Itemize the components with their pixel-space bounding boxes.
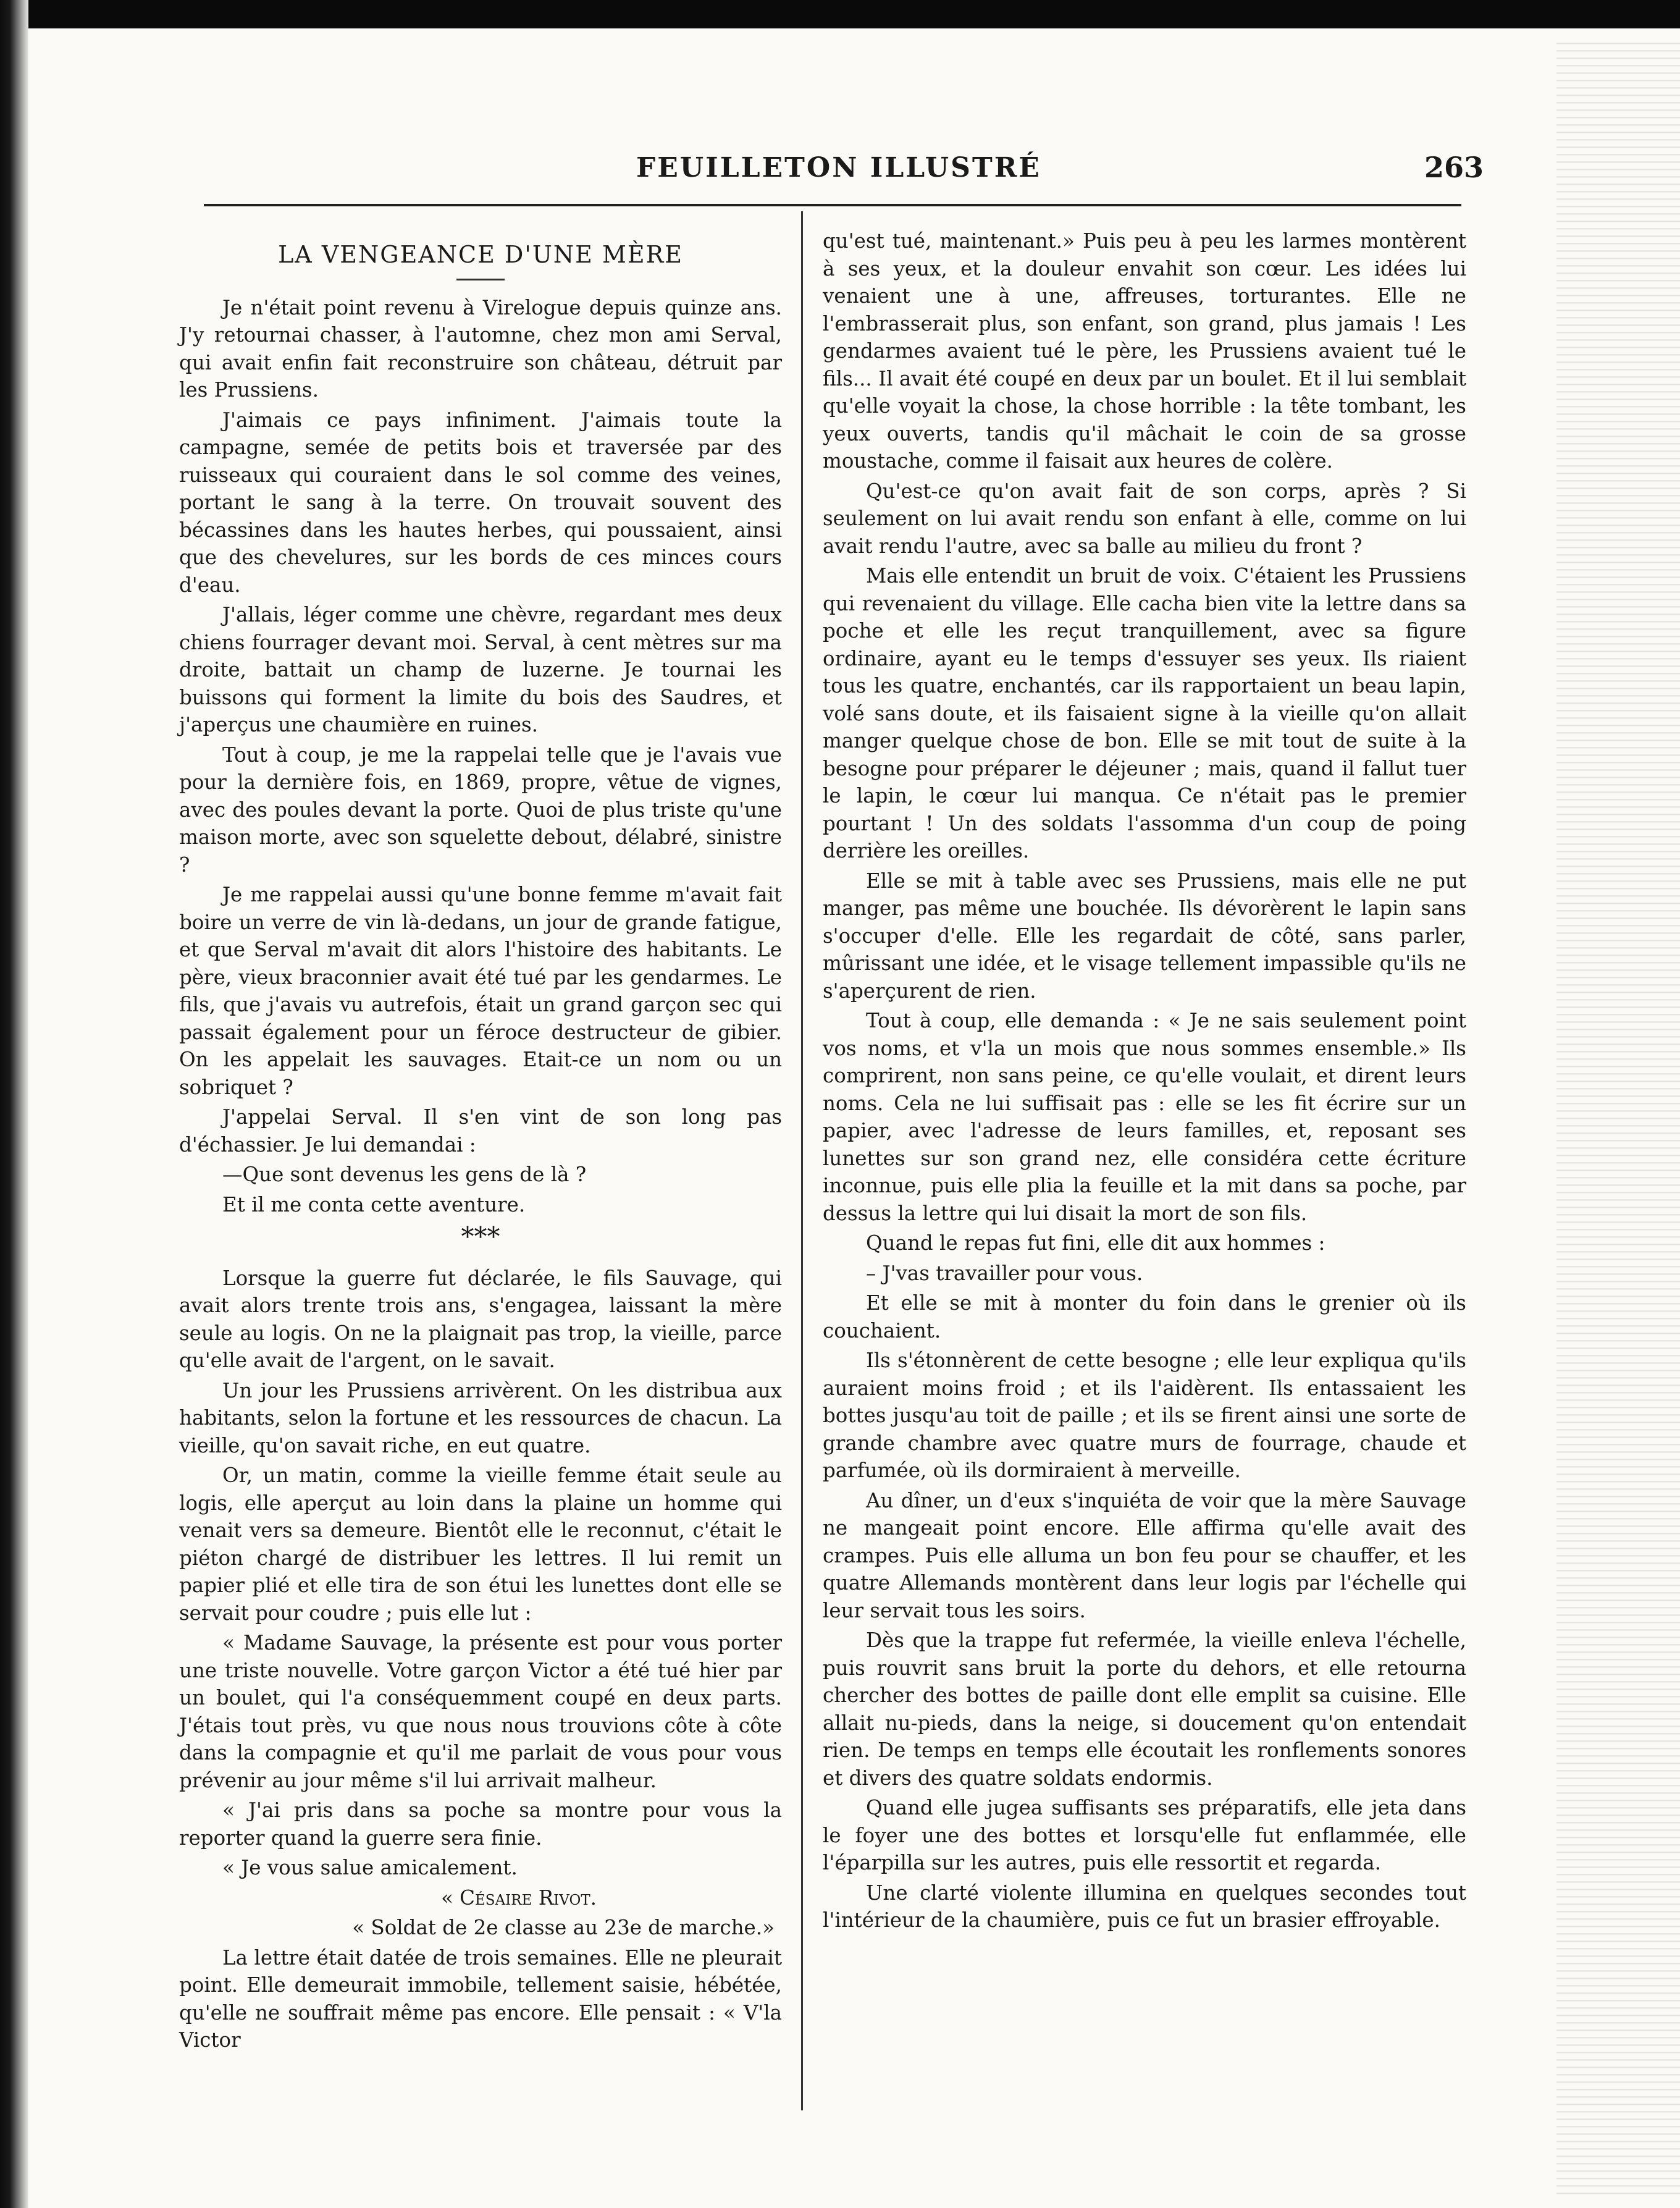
- paragraph: Quand elle jugea suffisants ses préparatifs, elle jeta dans le foyer une des bottes et lorsqu'elle fut enflammée, elle l'éparpilla sur les autres, puis elle ressortit et regarda.: [823, 1796, 1466, 1874]
- paragraph: « Madame Sauvage, la présente est pour vous porter une triste nouvelle. Votre garçon Victor a été tué hier par un boulet, qui l'a conséquemment coupé en deux parts. J'étais tout près, vu que nous nous trouvions côte à côte dans la compagnie et qu'il me parlait de vous pour vous prévenir au jour même s'il lui arrivait malheur.: [179, 1631, 782, 1792]
- paragraph: Ils s'étonnèrent de cette besogne ; elle leur expliqua qu'ils auraient moins froid ; et ils l'aidèrent. Ils entassaient les bottes jusqu'au toit de paille ; et ils se firent ainsi une sorte de grande chambre avec quatre murs de fourrage, chaude et parfumée, où ils dormiraient à merveille.: [823, 1349, 1466, 1482]
- paragraph: J'appelai Serval. Il s'en vint de son long pas d'échassier. Je lui demandai :: [179, 1105, 782, 1157]
- right-column: [823, 227, 1466, 1937]
- paragraph: Dès que la trappe fut refermée, la vieille enleva l'échelle, puis rouvrit sans bruit la porte du dehors, et elle retourna chercher des bottes de paille dont elle emplit sa cuisine. Elle allait nu-pieds, dans la neige, si doucement qu'on entendait rien. De temps en temps elle écoutait les ronflements sonores et divers des quatre soldats endormis.: [823, 1629, 1466, 1790]
- paragraph: Qu'est-ce qu'on avait fait de son corps, après ? Si seulement on lui avait rendu son enfant à elle, comme on lui avait rendu l'autre, avec sa balle au milieu du front ?: [823, 479, 1466, 558]
- running-header: FEUILLETON ILLUSTRÉ: [636, 152, 1041, 183]
- paragraph: J'aimais ce pays infiniment. J'aimais toute la campagne, semée de petits bois et traversée par des ruisseaux qui couraient dans le sol comme des veines, portant le sang à la terre. On trouvait souvent des bécassines dans les hautes herbes, qui poussaient, ainsi que des chevelures, sur les bords de ces minces cours d'eau.: [179, 408, 782, 597]
- header-rule: [204, 204, 1461, 206]
- paragraph: Quand le repas fut fini, elle dit aux hommes :: [866, 1231, 1325, 1255]
- paragraph: Je n'était point revenu à Virelogue depuis quinze ans. J'y retournai chasser, à l'automne, chez mon ami Serval, qui avait enfin fait reconstruire son château, détruit par les Prussiens.: [179, 295, 782, 402]
- column-divider: [801, 211, 803, 2110]
- paragraph: Et il me conta cette aventure.: [222, 1192, 526, 1216]
- paragraph: qu'est tué, maintenant.» Puis peu à peu les larmes montèrent à ses yeux, et la douleur envahit son cœur. Les idées lui venaient une à une, affreuses, torturantes. Elle ne l'embrasserait plus, son enfant, son grand, plus jamais ! Les gendarmes avaient tué le père, les Prussiens avaient tué le fils... Il avait été coupé en deux par un boulet. Et il lui semblait qu'elle voyait la chose, la chose horrible : la tête tombant, les yeux ouverts, tandis qu'il mâchait le coin de sa grosse moustache, comme il faisait aux heures de colère.: [823, 229, 1466, 473]
- scan-edge-right: [1556, 37, 1680, 2199]
- paragraph: Au dîner, un d'eux s'inquiéta de voir que la mère Sauvage ne mangeait point encore. Elle affirma qu'elle avait des crampes. Puis elle alluma un bon feu pour se chauffer, et les quatre Allemands montèrent dans leur logis par l'échelle qui leur servait tous les soirs.: [823, 1488, 1466, 1622]
- paragraph: Je me rappelai aussi qu'une bonne femme m'avait fait boire un verre de vin là-dedans, un jour de grande fatigue, et que Serval m'avait dit alors l'histoire des habitants. Le père, vieux braconnier avait été tué par les gendarmes. Le fils, que j'avais vu autrefois, était un grand garçon sec qui passait également pour un féroce destructeur de gibier. On les appelait les sauvages. Etait-ce un nom ou un sobriquet ?: [179, 883, 782, 1099]
- paragraph: Mais elle entendit un bruit de voix. C'étaient les Prussiens qui revenaient du village. Elle cacha bien vite la lettre dans sa poche et elle les reçut tranquillement, avec sa figure ordinaire, ayant eu le temps d'essuyer ses yeux. Ils riaient tous les quatre, enchantés, car ils rapportaient un beau lapin, volé sans doute, et ils faisaient signe à la vieille qu'on allait manger quelque chose de bon. Elle se mit tout de suite à la besogne pour préparer le déjeuner ; mais, quand il fallut tuer le lapin, le cœur lui manqua. Ce n'était pas le premier pourtant ! Un des soldats l'assomma d'un coup de poing derrière les oreilles.: [823, 564, 1466, 862]
- story-title: LA VENGEANCE D'UNE MÈRE: [278, 241, 683, 268]
- left-column: [179, 230, 782, 2057]
- paragraph: Elle se mit à table avec ses Prussiens, mais elle ne put manger, pas même une bouchée. Ils dévorèrent le lapin sans s'occuper d'elle. Elle les regardait de côté, sans parler, mûrissant une idée, et le visage tellement impassible qu'ils ne s'aperçurent de rien.: [823, 869, 1466, 1003]
- scan-border-left: [0, 0, 28, 2208]
- paragraph: Un jour les Prussiens arrivèrent. On les distribua aux habitants, selon la fortune et les ressources de chacun. La vieille, qu'on savait riche, en eut quatre.: [179, 1378, 782, 1457]
- title-rule: [456, 279, 505, 280]
- page-number: 263: [1424, 151, 1484, 184]
- paragraph: Tout à coup, je me la rappelai telle que je l'avais vue pour la dernière fois, en 1869, propre, vêtue de vignes, avec des poules devant la porte. Quoi de plus triste qu'une maison morte, avec son squelette debout, délabré, sinistre ?: [179, 743, 782, 877]
- scan-border-top: [0, 0, 1680, 28]
- paragraph: Tout à coup, elle demanda : « Je ne sais seulement point vos noms, et v'la un mois que nous sommes ensemble.» Ils comprirent, non sans peine, ce qu'elle voulait, et dirent leurs noms. Cela ne lui suffisait pas : elle se les fit écrire sur un papier, avec l'adresse de leurs familles, et, reposant ses lunettes sur son grand nez, elle considéra cette écriture inconnue, puis elle plia la feuille et la mit dans sa poche, par dessus la lettre qui lui disait la mort de son fils.: [823, 1009, 1466, 1225]
- paragraph: J'allais, léger comme une chèvre, regardant mes deux chiens fourrager devant moi. Serval, à cent mètres sur ma droite, battait un champ de luzerne. Je tournai les buissons qui forment la limite du bois des Saudres, et j'aperçus une chaumière en ruines.: [179, 603, 782, 736]
- paragraph: Lorsque la guerre fut déclarée, le fils Sauvage, qui avait alors trente trois ans, s'engagea, laissant la mère seule au logis. On ne la plaignait pas trop, la vieille, parce qu'elle avait de l'argent, on le savait.: [179, 1266, 782, 1372]
- paragraph: – J'vas travailler pour vous.: [866, 1261, 1143, 1285]
- section-separator: ***: [461, 1221, 500, 1252]
- paragraph: « Je vous salue amicalement.: [222, 1856, 518, 1879]
- paragraph: La lettre était datée de trois semaines. Elle ne pleurait point. Elle demeurait immobile, tellement saisie, hébétée, qu'elle ne souffrait même pas encore. Elle pensait : « V'la Victor: [179, 1945, 782, 2052]
- paragraph: Une clarté violente illumina en quelques secondes tout l'intérieur de la chaumière, puis ce fut un brasier effroyable.: [823, 1881, 1466, 1932]
- paragraph: —Que sont devenus les gens de là ?: [222, 1163, 587, 1186]
- letter-signature-rank: « Soldat de 2e classe au 23e de marche.»: [352, 1916, 775, 1939]
- letter-signature: « Césaire Rivot.: [440, 1886, 597, 1910]
- paragraph: Et elle se mit à monter du foin dans le grenier où ils couchaient.: [823, 1291, 1466, 1342]
- paragraph: Or, un matin, comme la vieille femme était seule au logis, elle aperçut au loin dans la plaine un homme qui venait vers sa demeure. Bientôt elle le reconnut, c'était le piéton chargé de distribuer les lettres. Il lui remit un papier plié et elle tira de son étui les lunettes dont elle se servait pour coudre ; puis elle lut :: [179, 1464, 782, 1625]
- paragraph: « J'ai pris dans sa poche sa montre pour vous la reporter quand la guerre sera finie.: [179, 1798, 782, 1850]
